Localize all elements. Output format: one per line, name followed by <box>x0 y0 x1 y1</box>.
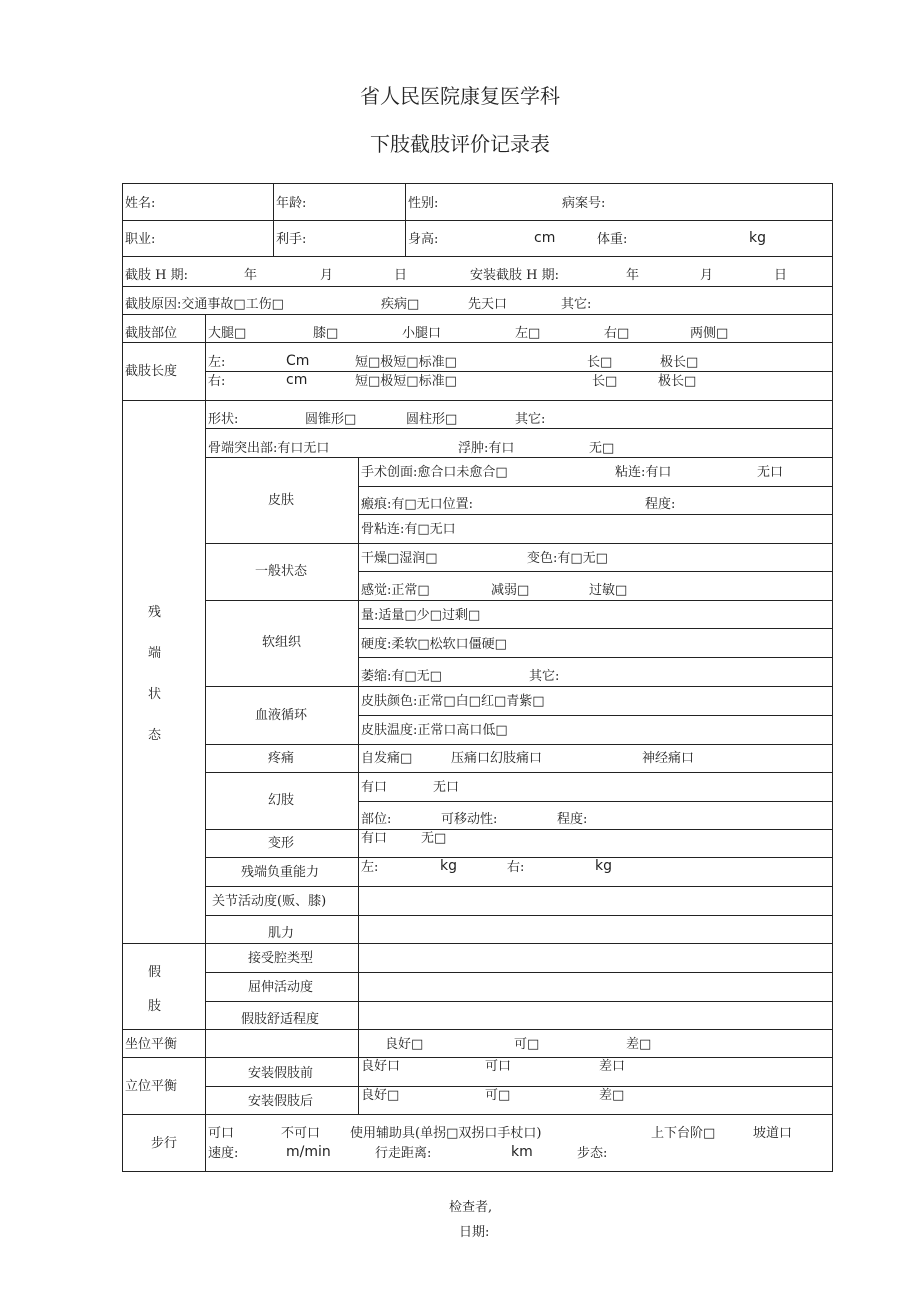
muscle-strength-label: 肌力 <box>268 926 295 941</box>
shape-cone: 圆锥形□ <box>305 412 357 427</box>
page-title: 省人民医院康复医学科 <box>360 84 560 108</box>
phantom-degree: 程度: <box>557 812 588 827</box>
age-label: 年龄: <box>276 196 307 211</box>
phantom-site: 部位: <box>361 812 392 827</box>
height-unit: cm <box>534 230 556 246</box>
length-left-very-long: 极长□ <box>660 355 699 370</box>
day-label-2: 日 <box>774 268 788 283</box>
after-fair: 可□ <box>485 1088 511 1103</box>
length-left-label: 左: <box>208 355 226 370</box>
walk-distance-unit: km <box>511 1144 533 1160</box>
weight-unit: kg <box>749 230 766 246</box>
year-label: 年 <box>244 268 258 283</box>
year-label-2: 年 <box>626 268 640 283</box>
pain-spontaneous: 自发痛□ <box>361 751 413 766</box>
walk-ramp: 坡道口 <box>753 1126 793 1141</box>
case-number-label: 病案号: <box>562 196 606 211</box>
amputation-site-label: 截肢部位 <box>125 326 178 341</box>
skin-bone-adhesion: 骨粘连:有□无口 <box>361 522 456 537</box>
load-left-unit: kg <box>440 858 457 874</box>
fitting-date-label: 安装截肢 H 期: <box>470 268 559 283</box>
site-calf: 小腿口 <box>402 326 442 341</box>
deformity-yes: 有口 <box>361 831 388 846</box>
deformity-label: 变形 <box>268 836 295 851</box>
sit-poor: 差□ <box>626 1037 652 1052</box>
shape-other: 其它: <box>515 412 546 427</box>
length-right-label: 右: <box>208 374 226 389</box>
skin-temperature: 皮肤温度:正常口高口低□ <box>361 723 508 738</box>
name-label: 姓名: <box>125 196 156 211</box>
walk-distance-label: 行走距离: <box>375 1146 432 1161</box>
general-sensation: 感觉:正常□ <box>361 583 430 598</box>
sex-label: 性别: <box>408 196 439 211</box>
amputation-length-label: 截肢长度 <box>125 364 178 379</box>
cause-congenital: 先天口 <box>468 297 508 312</box>
side-right: 右□ <box>604 326 630 341</box>
before-fair: 可口 <box>485 1059 512 1074</box>
walk-speed-unit: m/min <box>286 1144 331 1160</box>
walk-stairs: 上下台阶□ <box>651 1126 716 1141</box>
after-prosthesis-label: 安装假肢后 <box>248 1094 314 1109</box>
soft-tissue-label: 软组织 <box>262 635 302 650</box>
form-title: 下肢截肢评价记录表 <box>370 132 550 156</box>
circulation-label: 血液循环 <box>255 708 308 723</box>
amputation-cause: 截肢原因:交通事故□工伤□ <box>125 297 284 312</box>
stump-status-label: 残端状态 <box>148 605 162 743</box>
handedness-label: 利手: <box>276 232 307 247</box>
pain-tender-phantom: 压痛口幻肢痛口 <box>451 751 543 766</box>
month-label-2: 月 <box>700 268 714 283</box>
skin-wound: 手术创面:愈合口未愈合□ <box>361 465 508 480</box>
soft-amount: 量:适量□少□过剩□ <box>361 608 481 623</box>
occupation-label: 职业: <box>125 232 156 247</box>
before-prosthesis-label: 安装假肢前 <box>248 1066 314 1081</box>
gait-label: 步态: <box>577 1146 608 1161</box>
socket-type-label: 接受腔类型 <box>248 951 314 966</box>
skin-adhesion-no: 无口 <box>757 465 784 480</box>
walk-able: 可口 <box>208 1126 235 1141</box>
length-left-options: 短□极短□标准□ <box>355 355 457 370</box>
phantom-yes: 有口 <box>361 780 388 795</box>
after-poor: 差□ <box>599 1088 625 1103</box>
before-good: 良好口 <box>361 1059 401 1074</box>
standing-balance-label: 立位平衡 <box>125 1079 178 1094</box>
general-dry-moist: 干燥□湿润□ <box>361 551 438 566</box>
skin-label: 皮肤 <box>268 493 295 508</box>
load-right: 右: <box>507 860 525 875</box>
soft-atrophy: 萎缩:有□无□ <box>361 669 442 684</box>
month-label: 月 <box>320 268 334 283</box>
length-right-options: 短□极短□标准□ <box>355 374 457 389</box>
skin-scar: 瘢痕:有□无口位置: <box>361 497 474 512</box>
phantom-no: 无口 <box>433 780 460 795</box>
general-state-label: 一般状态 <box>255 564 308 579</box>
length-left-unit: Cm <box>286 353 310 369</box>
general-discoloration: 变色:有□无□ <box>527 551 608 566</box>
cause-disease: 疾病□ <box>381 297 420 312</box>
height-label: 身高: <box>408 232 439 247</box>
site-thigh: 大腿□ <box>208 326 247 341</box>
pain-label: 疼痛 <box>268 751 295 766</box>
edema-yes: 浮肿:有口 <box>458 441 515 456</box>
length-right-very-long: 极长□ <box>658 374 697 389</box>
bone-prominence: 骨端突出部:有口无口 <box>208 441 330 456</box>
sit-good: 良好□ <box>385 1037 424 1052</box>
deformity-no: 无□ <box>421 831 447 846</box>
prosthesis-label: 假肢 <box>148 965 162 1014</box>
load-right-unit: kg <box>595 858 612 874</box>
side-both: 两侧□ <box>690 326 729 341</box>
general-hypersensitive: 过敏□ <box>589 583 628 598</box>
sit-fair: 可□ <box>514 1037 540 1052</box>
prosthesis-comfort-label: 假肢舒适程度 <box>241 1012 320 1027</box>
shape-cylinder: 圆柱形□ <box>406 412 458 427</box>
phantom-limb-label: 幻肢 <box>268 793 295 808</box>
joint-rom-label: 关节活动度(贩、膝) <box>212 894 327 909</box>
general-reduced: 减弱□ <box>491 583 530 598</box>
length-left-long: 长□ <box>587 355 613 370</box>
load-bearing-label: 残端负重能力 <box>241 865 320 880</box>
walk-speed-label: 速度: <box>208 1146 239 1161</box>
inspector-label: 检查者, <box>449 1200 493 1215</box>
phantom-mobility: 可移动性: <box>441 812 498 827</box>
skin-scar-degree: 程度: <box>645 497 676 512</box>
weight-label: 体重: <box>597 232 628 247</box>
walking-label: 步行 <box>151 1136 178 1151</box>
soft-other: 其它: <box>529 669 560 684</box>
flexion-rom-label: 屈伸活动度 <box>248 980 314 995</box>
side-left: 左□ <box>515 326 541 341</box>
cause-other: 其它: <box>561 297 592 312</box>
edema-no: 无□ <box>589 441 615 456</box>
skin-adhesion: 粘连:有口 <box>615 465 672 480</box>
amputation-date-label: 截肢 H 期: <box>125 268 188 283</box>
day-label: 日 <box>394 268 408 283</box>
before-poor: 差口 <box>599 1059 626 1074</box>
sitting-balance-label: 坐位平衡 <box>125 1037 178 1052</box>
soft-hardness: 硬度:柔软□松软口僵硬□ <box>361 637 507 652</box>
length-right-unit: cm <box>286 372 308 388</box>
date-label: 日期: <box>459 1225 490 1240</box>
pain-neuralgia: 神经痛口 <box>642 751 695 766</box>
shape-label: 形状: <box>208 412 239 427</box>
walk-assistive-device: 使用辅助具(单拐□双拐口手杖口) <box>350 1126 542 1141</box>
site-knee: 膝□ <box>313 326 339 341</box>
length-right-long: 长□ <box>592 374 618 389</box>
load-left: 左: <box>361 860 379 875</box>
walk-unable: 不可口 <box>281 1126 321 1141</box>
after-good: 良好□ <box>361 1088 400 1103</box>
skin-color: 皮肤颜色:正常□白□红□青紫□ <box>361 694 545 709</box>
